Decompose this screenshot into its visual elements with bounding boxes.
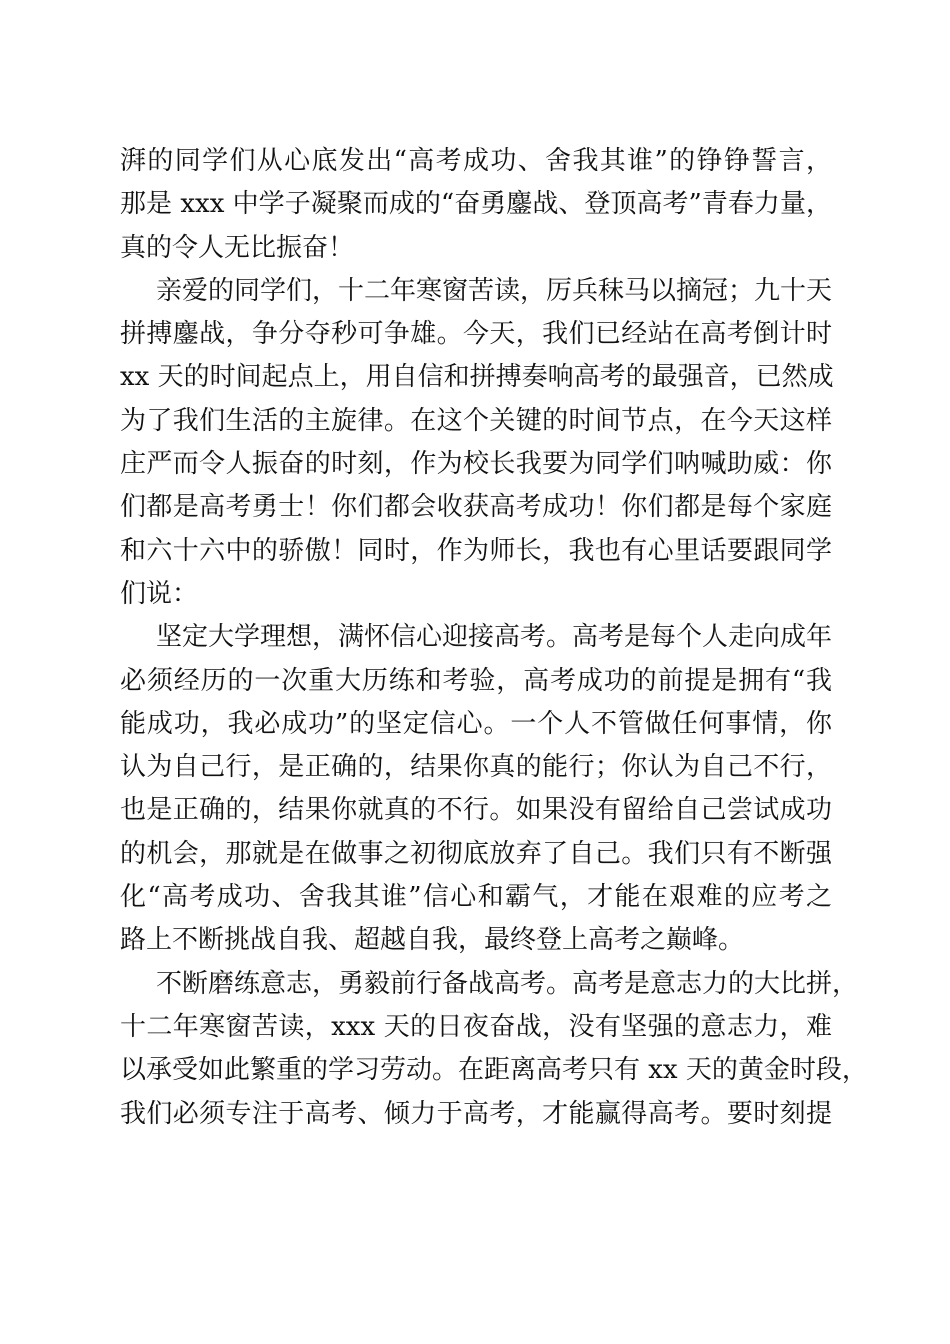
- text-line: 为了我们生活的主旋律。在这个关键的时间节点，在今天这样: [120, 405, 832, 436]
- text-line: 能成功，我必成功”的坚定信心。一个人不管做任何事情，你: [120, 708, 832, 739]
- paragraph-willpower: [120, 963, 868, 1136]
- paragraph-confidence: [120, 616, 832, 962]
- text-line: 们说：: [120, 578, 199, 609]
- text-line: 亲爱的同学们，十二年寒窗苦读，厉兵秣马以摘冠；九十天: [156, 275, 833, 306]
- text-line: 以承受如此繁重的学习劳动。在距离高考只有 xx 天的黄金时段，: [120, 1055, 868, 1086]
- body-text: [120, 140, 868, 1136]
- text-line: 湃的同学们从心底发出“高考成功、舍我其谁”的铮铮誓言，: [120, 146, 832, 176]
- text-line: 那是 xxx 中学子凝聚而成的“奋勇鏖战、登顶高考”青春力量，: [120, 189, 832, 220]
- text-line: 化“高考成功、舍我其谁”信心和霸气，才能在艰难的应考之: [120, 882, 832, 913]
- text-line: 庄严而令人振奋的时刻，作为校长我要为同学们呐喊助威：你: [120, 449, 832, 480]
- text-line: 们都是高考勇士！你们都会收获高考成功！你们都是每个家庭: [120, 492, 832, 523]
- text-line: 十二年寒窗苦读，xxx 天的日夜奋战，没有坚强的意志力，难: [120, 1011, 832, 1042]
- text-line: 的机会，那就是在做事之初彻底放弃了自己。我们只有不断强: [120, 838, 832, 869]
- paragraph-students: [120, 270, 832, 616]
- text-line: 认为自己行，是正确的，结果你真的能行；你认为自己不行，: [120, 752, 832, 783]
- text-line: 我们必须专注于高考、倾力于高考，才能赢得高考。要时刻提: [120, 1098, 832, 1129]
- text-line: xx 天的时间起点上，用自信和拼搏奏响高考的最强音，已然成: [120, 362, 834, 393]
- text-line: 必须经历的一次重大历练和考验，高考成功的前提是拥有“我: [120, 665, 832, 696]
- text-line: 也是正确的，结果你就真的不行。如果没有留给自己尝试成功: [120, 795, 832, 826]
- paragraph-continuation: [120, 140, 832, 270]
- text-line: 拼搏鏖战，争分夺秒可争雄。今天，我们已经站在高考倒计时: [120, 319, 832, 350]
- text-line: 不断磨练意志，勇毅前行备战高考。高考是意志力的大比拼，: [156, 968, 859, 999]
- text-line: 和六十六中的骄傲！同时，作为师长，我也有心里话要跟同学: [120, 535, 832, 566]
- text-line: 真的令人无比振奋！: [120, 232, 355, 263]
- text-line: 坚定大学理想，满怀信心迎接高考。高考是每个人走向成年: [156, 622, 833, 653]
- text-line: 路上不断挑战自我、超越自我，最终登上高考之巅峰。: [120, 925, 745, 956]
